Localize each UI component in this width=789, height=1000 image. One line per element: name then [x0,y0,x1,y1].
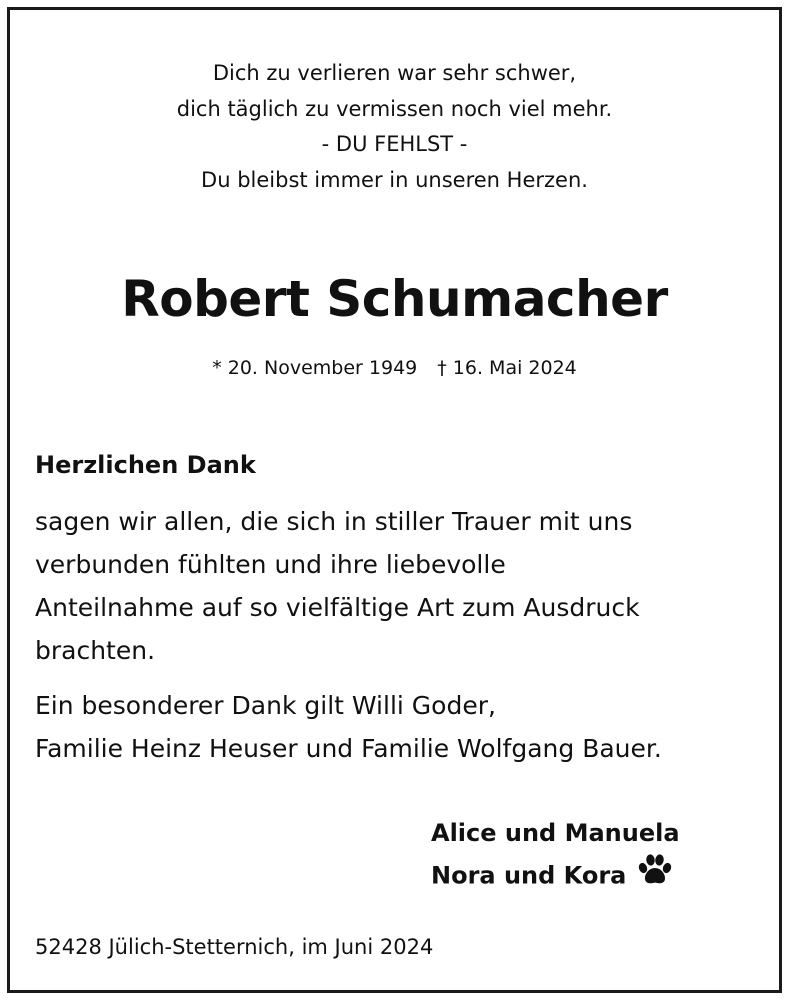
signers [431,812,680,899]
signer-line-with-paw [431,854,680,899]
signer-line: Nora und Kora [431,861,627,890]
text-line: verbunden fühlten und ihre liebevolle [35,550,506,579]
text-line: brachten. [35,636,156,665]
place-and-date: 52428 Jülich-Stetternich, im Juni 2024 [35,935,434,959]
birth-date: * 20. November 1949 [212,357,418,379]
paw-print-icon [638,854,672,899]
poem-line: Du bleibst immer in unseren Herzen. [201,167,588,192]
life-dates [0,354,789,382]
text-line: Familie Heinz Heuser und Familie Wolfgang Bauer. [35,734,662,763]
special-thanks-paragraph [35,684,662,770]
text-line: sagen wir allen, die sich in stiller Trauer mit uns [35,507,633,536]
poem-line: Dich zu verlieren war sehr schwer, [212,61,577,85]
poem-line: - DU FEHLST - [321,132,468,156]
thanks-paragraph [35,500,640,672]
signer-line: Alice und Manuela [431,819,680,847]
thanks-heading: Herzlichen Dank [35,451,256,479]
memorial-poem [0,56,789,198]
text-line: Ein besonderer Dank gilt Willi Goder, [35,691,496,720]
text-line: Anteilnahme auf so vielfältige Art zum Ausdruck [35,593,640,622]
death-date: † 16. Mai 2024 [437,357,577,379]
poem-line: dich täglich zu vermissen noch viel mehr. [176,96,613,121]
deceased-name: Robert Schumacher [121,270,668,328]
